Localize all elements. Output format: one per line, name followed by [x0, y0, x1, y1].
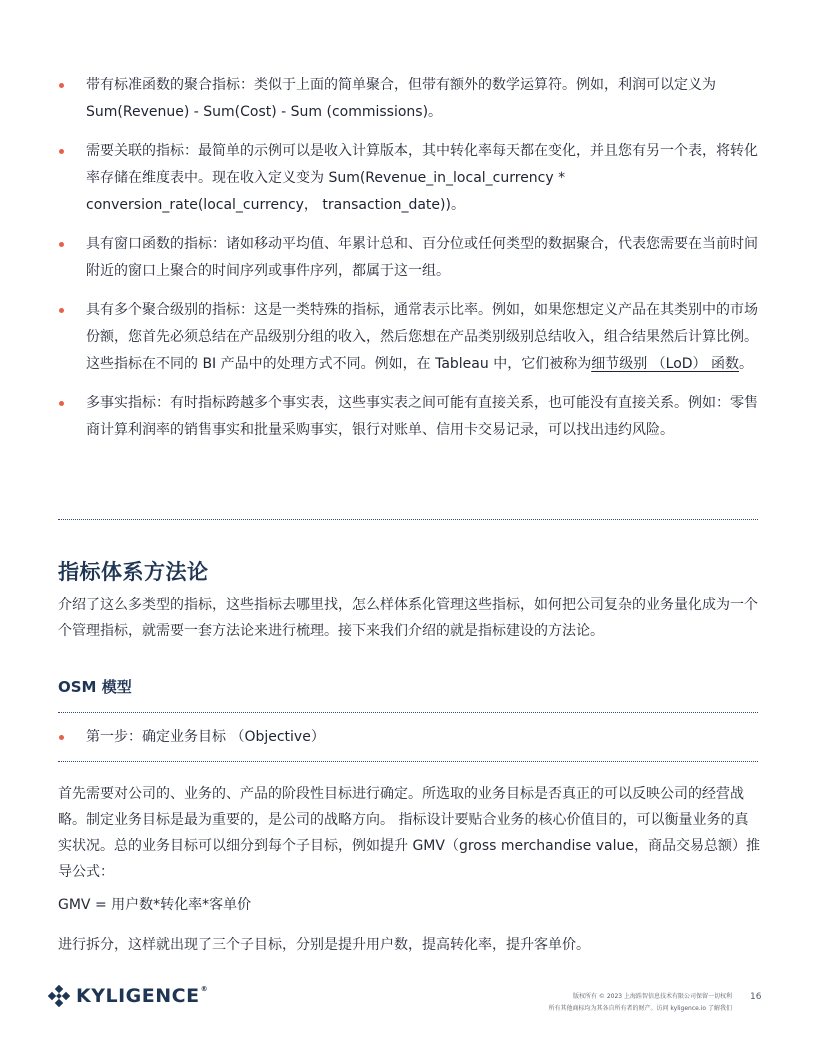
subsection-title: OSM 模型 [58, 678, 132, 696]
split-paragraph: 进行拆分，这样就出现了三个子目标，分别是提升用户数，提高转化率，提升客单价。 [58, 937, 590, 953]
lod-functions-link[interactable]: 细节级别 （LoD） 函数 [591, 356, 740, 372]
bullet-text-before: 具有多个聚合级别的指标：这是一类特殊的指标，通常表示比率。例如，如果您想定义产品在其类别中的市场份额，您首先必须总结在产品级别分组的收入，然后您想在产品类别级别总结收入，组合结果然后计算比例。这些指标在不同的 BI 产品中的处理方式不同。例如，在 Tableau 中，它们被称为 [86, 302, 758, 372]
bullet-text: 带有标准函数的聚合指标：类似于上面的简单聚合，但带有额外的数学运算符。例如，利润可以定义为 Sum(Revenue) - Sum(Cost) - Sum (commissions)。 [86, 77, 716, 120]
kyligence-diamond-icon [48, 985, 70, 1007]
bullet-text: 多事实指标：有时指标跨越多个事实表，这些事实表之间可能有直接关系，也可能没有直接关系。例如：零售商计算利润率的销售事实和批量采购事实，银行对账单、信用卡交易记录，可以找出违约风险。 [86, 395, 758, 438]
gmv-formula: GMV = 用户数*转化率*客单价 [58, 897, 252, 913]
bullet-dot [59, 308, 64, 313]
intro-paragraph: 介绍了这么多类型的指标，这些指标去哪里找，怎么样体系化管理这些指标，如何把公司复杂的业务量化成为一个个管理指标，就需要一套方法论来进行梳理。接下来我们介绍的就是指标建设的方法论。 [58, 597, 758, 639]
copyright-line-2: 所有其他商标均为其各自所有者的财产。访问 kyligence.io 了解我们 [548, 1005, 732, 1012]
bullet-text-after: 。 [739, 356, 754, 372]
objective-paragraph: 首先需要对公司的、业务的、产品的阶段性目标进行确定。所选取的业务目标是否真正的可以反映公司的经营战略。制定业务目标是最为重要的，是公司的战略方向。 指标设计要贴合业务的核心价值目的，可以衡量业务的真实状况。总的业务目标可以细分到每个子目标，例如提升 GMV（gross merchandise value，商品交易总额）推导公式： [58, 786, 760, 880]
bullet-item-multi-fact [58, 390, 758, 444]
dotted-divider [58, 519, 758, 520]
bullet-item-multi-level-aggregation [58, 297, 758, 378]
bullet-text: 具有窗口函数的指标：诸如移动平均值、年累计总和、百分位或任何类型的数据聚合，代表您需要在当前时间附近的窗口上聚合的时间序列或事件序列，都属于这一组。 [86, 236, 758, 279]
dotted-divider [58, 712, 758, 713]
bullet-item-window-functions [58, 231, 758, 285]
copyright-notice [549, 991, 733, 1015]
step-one-text: 第一步：确定业务目标 （Objective） [86, 729, 325, 745]
bullet-dot [59, 401, 64, 406]
bullet-dot [59, 242, 64, 247]
bullet-text [86, 297, 758, 378]
bullet-item-aggregation-with-functions [58, 72, 758, 126]
bullet-dot [59, 149, 64, 154]
bullet-dot [59, 735, 64, 740]
bullet-text: 需要关联的指标：最简单的示例可以是收入计算版本，其中转化率每天都在变化，并且您有另一个表，将转化率存储在维度表中。现在收入定义变为 Sum(Revenue_in_local_currency * conversion_rate(local_currency， transaction_date))。 [86, 143, 758, 213]
footer-logo [48, 985, 208, 1007]
bullet-item-join-metrics [58, 138, 758, 219]
copyright-line-1: 版权所有 © 2023 上海跬智信息技术有限公司保留一切权利 [573, 993, 732, 1000]
logo-wordmark: KYLIGENCE® [76, 985, 209, 1007]
bullet-dot [59, 83, 64, 88]
page-number: 16 [750, 992, 762, 1002]
bullet-list [58, 72, 758, 456]
section-title: 指标体系方法论 [58, 560, 209, 584]
dotted-divider [58, 761, 758, 762]
